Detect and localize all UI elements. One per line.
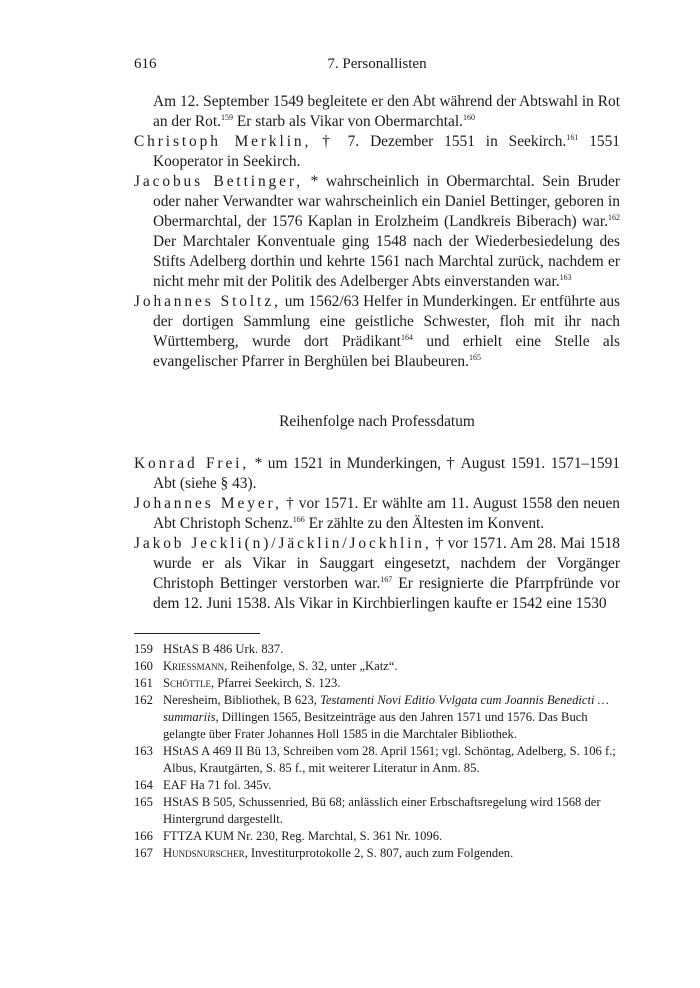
entry-konrad-frei — [134, 454, 620, 494]
footnote-number: 159 — [134, 642, 153, 656]
entry-text: † vor 1571. Er wählte am 11. August 1558 den neuen Abt Christoph Schenz. — [153, 495, 620, 532]
entry-text: * wahrscheinlich in Obermarchtal. Sein Bruder oder naher Verwandter war wahrscheinlich ein Daniel Bettinger, geboren in Obermarchtal, der 1576 Kaplan in Erolzheim (Landkreis Biberach) war. — [153, 173, 620, 230]
entry-text: * um 1521 in Munderkingen, † August 1591. 1571–1591 Abt (siehe § 43). — [153, 455, 620, 492]
footnote-text: , Investiturprotokolle 2, S. 807, auch zum Folgenden. — [244, 846, 514, 860]
entry-jacobus-bettinger — [134, 172, 620, 292]
footnote-ref[interactable]: 159 — [220, 113, 233, 122]
footnote-number: 165 — [134, 795, 153, 809]
section-heading: Reihenfolge nach Professdatum — [279, 413, 475, 430]
running-title: 7. Personallisten — [327, 56, 427, 72]
footnote-divider — [134, 633, 260, 634]
footnote-item — [134, 828, 620, 845]
footnote-author: Hundsnurscher — [163, 846, 245, 860]
entry-christoph-merklin — [134, 132, 620, 172]
footnote-number: 166 — [134, 829, 153, 843]
footnote-ref[interactable]: 164 — [400, 333, 413, 342]
footnote-text: FTTZA KUM Nr. 230, Reg. Marchtal, S. 361 Nr. 1096. — [163, 829, 443, 843]
footnote-text: HStAS A 469 II Bü 13, Schreiben vom 28. April 1561; vgl. Schöntag, Adelberg, S. 106 f.; Albus, Krautgärten, S. 85 f., mit weiterer Literatur in Anm. 85. — [163, 744, 616, 775]
entry-text: 1551 Kooperator in Seekirch. — [153, 133, 620, 170]
footnote-text: EAF Ha 71 fol. 345v. — [163, 778, 272, 792]
main-text — [134, 92, 620, 614]
footnote-text: , Dillingen 1565, Besitzeinträge aus den Jahren 1571 und 1576. Das Buch gelangte über Frater Johannes Holl 1585 in die Marchtaler Bibliothek. — [163, 710, 588, 741]
entry-text: Er zählte zu den Ältesten im Konvent. — [304, 515, 545, 532]
footnote-number: 163 — [134, 744, 153, 758]
footnote-ref[interactable]: 162 — [608, 213, 620, 222]
entry-text: Er resignierte die Pfarrpfründe vor dem 12. Juni 1538. Als Vikar in Kirchbierlingen kaufte er 1542 eine 1530 — [153, 575, 620, 612]
footnote-number: 164 — [134, 778, 153, 792]
footnote-text: , Pfarrei Seekirch, S. 123. — [211, 676, 341, 690]
entry-name: Johannes Stoltz, — [134, 293, 281, 310]
footnote-text: , Reihenfolge, S. 32, unter „Katz“. — [224, 659, 398, 673]
footnote-ref[interactable]: 165 — [468, 353, 481, 362]
footnote-item — [134, 794, 620, 828]
footnote-ref[interactable]: 167 — [380, 575, 393, 584]
footnote-ref[interactable]: 166 — [292, 515, 305, 524]
footnote-item — [134, 658, 620, 675]
footnote-number: 167 — [134, 846, 153, 860]
entry-text: um 1562/63 Helfer in Munderkingen. Er entführte aus der dortigen Sammlung eine geistliche Schwester, floh mit ihr nach Württemberg, wurde dort Prädikant — [153, 293, 620, 350]
footnote-item — [134, 845, 620, 862]
entry-text: Am 12. September 1549 begleitete er den Abt während der Abtswahl in Rot an der Rot. — [153, 93, 620, 130]
entry-text: † vor 1571. Am 28. Mai 1518 wurde er als Vikar in Sauggart eingesetzt, nachdem der Vorgänger Christoph Bettinger verstorben war. — [153, 535, 620, 592]
footnote-number: 162 — [134, 693, 153, 707]
entry-text: † 7. Dezember 1551 in Seekirch. — [311, 133, 567, 150]
footnote-item — [134, 641, 620, 658]
footnote-number: 161 — [134, 676, 153, 690]
footnote-ref[interactable]: 163 — [559, 273, 572, 282]
entry-text: und erhielt eine Stelle als evangelischer Pfarrer in Berghülen bei Blaubeuren. — [153, 333, 620, 370]
footnote-item — [134, 777, 620, 794]
footnote-ref[interactable]: 160 — [462, 113, 475, 122]
entry-text: Der Marchtaler Konventuale ging 1548 nach der Wiederbesiedelung des Stifts Adelberg dorthin und kehrte 1561 nach Marchtal zurück, nachdem er nicht mehr mit der Politik des Adelberger Abts einverstanden war. — [153, 233, 620, 290]
entry-text: Er starb als Vikar von Obermarchtal. — [232, 113, 463, 130]
entry-name: Jakob Jeckli(n)/Jäcklin/Jockhlin, — [134, 535, 432, 552]
page-number: 616 — [134, 56, 157, 72]
entry-jakob-jeckli — [134, 534, 620, 614]
footnote-ref[interactable]: 161 — [566, 133, 579, 142]
entry-johannes-stoltz — [134, 292, 620, 372]
entry-name: Jacobus Bettinger, — [134, 173, 304, 190]
footnote-text: HStAS B 486 Urk. 837. — [163, 642, 284, 656]
footnote-item — [134, 692, 620, 743]
footnote-number: 160 — [134, 659, 153, 673]
footnote-author: Schöttle — [163, 676, 211, 690]
footnote-item — [134, 675, 620, 692]
entry-johannes-meyer — [134, 494, 620, 534]
footnote-text: HStAS B 505, Schussenried, Bü 68; anlässlich einer Erbschaftsregelung wird 1568 der Hintergrund dargestellt. — [163, 795, 601, 826]
footnote-author: Kriessmann — [163, 659, 225, 673]
footnote-text: Neresheim, Bibliothek, B 623, — [163, 693, 321, 707]
page-header — [134, 56, 620, 80]
footnote-item — [134, 743, 620, 777]
footnotes — [134, 641, 620, 862]
entry-name: Christoph Merklin, — [134, 133, 312, 150]
footnote-title: Testamenti Novi Editio Vvlgata cum Joannis Benedicti … summariis — [163, 693, 609, 724]
entry-continuation — [134, 92, 620, 132]
entry-name: Konrad Frei, — [134, 455, 250, 472]
entry-name: Johannes Meyer, — [134, 495, 282, 512]
